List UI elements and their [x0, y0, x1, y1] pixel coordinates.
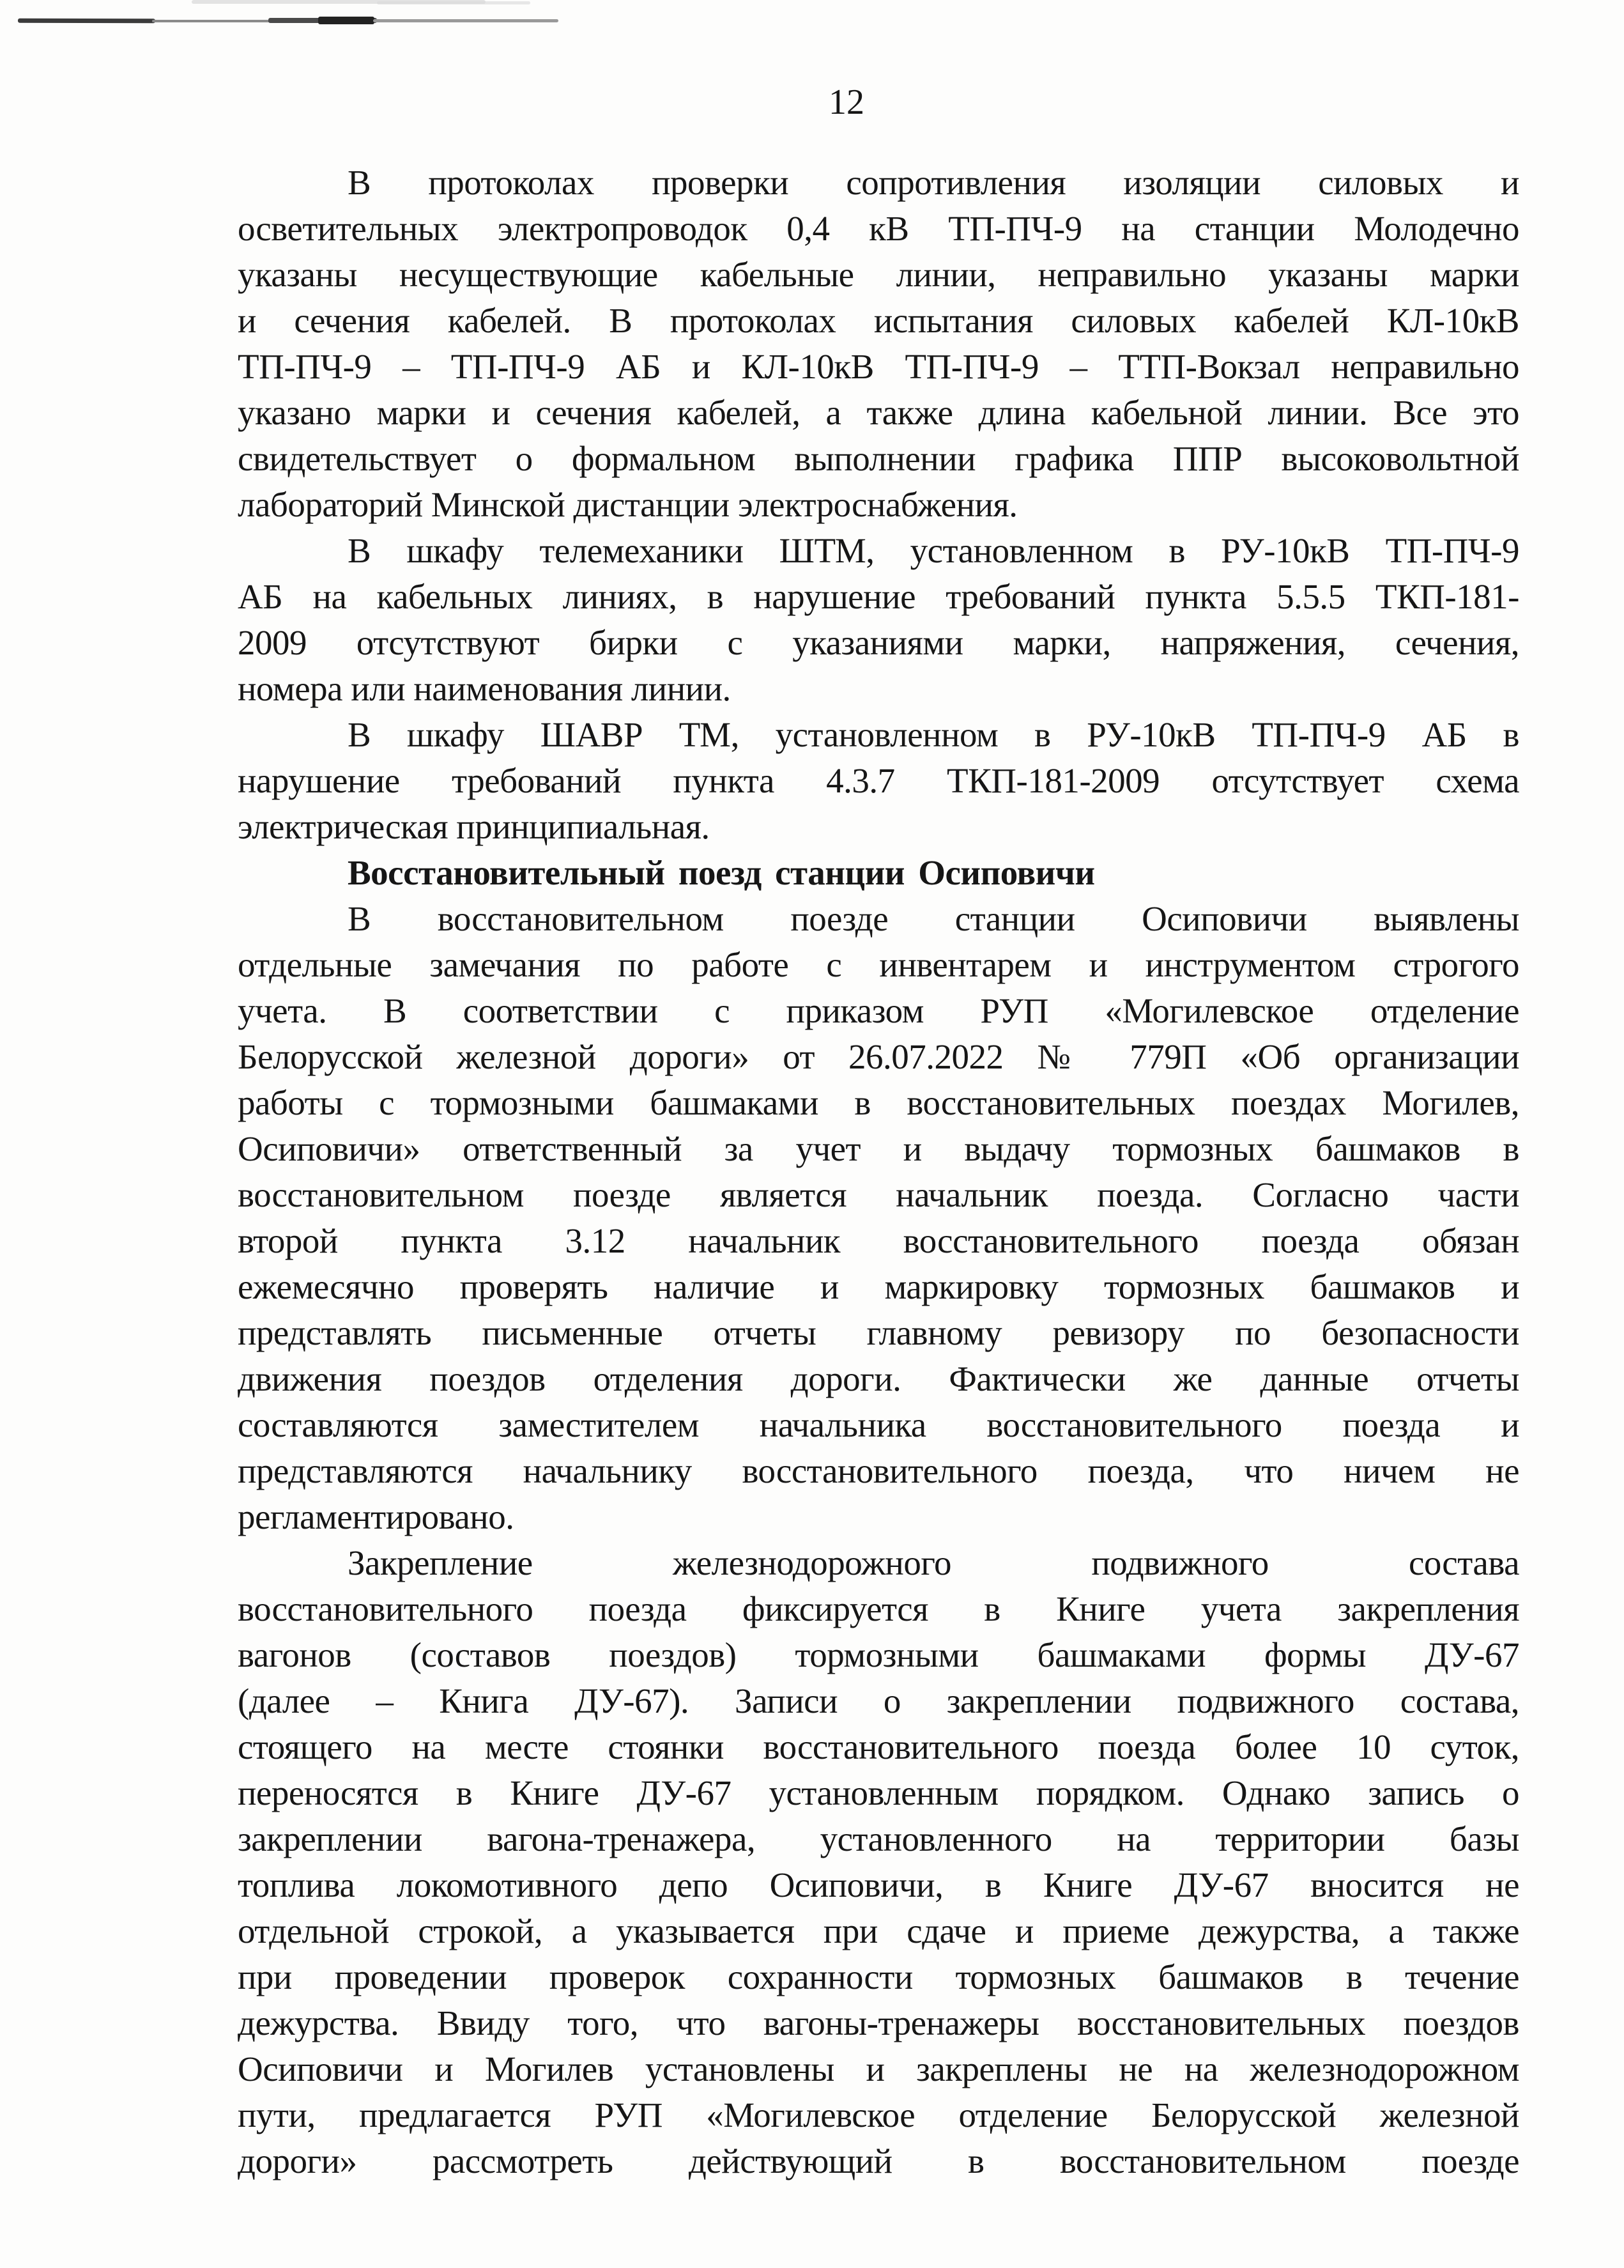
text-line: указано марки и сечения кабелей, а также длина кабельной линии. Все это: [238, 393, 1519, 432]
text-line: В шкафу телемеханики ШТМ, установленном в РУ-10кВ ТП-ПЧ-9: [348, 531, 1519, 570]
text-line: стоящего на месте стоянки восстановительного поезда более 10 суток,: [238, 1727, 1519, 1766]
text-line: учета. В соответствии с приказом РУП «Могилевское отделение: [238, 991, 1519, 1030]
text-line: вагонов (составов поездов) тормозными башмаками формы ДУ-67: [238, 1635, 1519, 1674]
text-line: Осиповичи и Могилев установлены и закреплены не на железнодорожном: [238, 2049, 1519, 2088]
text-line: представляются начальнику восстановительного поезда, что ничем не: [238, 1451, 1519, 1490]
text-line: электрическая принципиальная.: [238, 807, 710, 846]
text-line: и сечения кабелей. В протоколах испытания силовых кабелей КЛ-10кВ: [238, 301, 1519, 340]
page-number: 12: [829, 82, 864, 122]
text-line: ежемесячно проверять наличие и маркировку тормозных башмаков и: [238, 1267, 1519, 1306]
text-line: второй пункта 3.12 начальник восстановительного поезда обязан: [238, 1221, 1519, 1260]
text-line: переносятся в Книге ДУ-67 установленным порядком. Однако запись о: [238, 1773, 1519, 1812]
scan-line-mark: [18, 19, 155, 24]
text-line: регламентировано.: [238, 1497, 514, 1536]
scan-line-mark: [318, 17, 374, 24]
text-line: 2009 отсутствуют бирки с указаниями марки, напряжения, сечения,: [238, 623, 1519, 662]
text-line: Закрепление железнодорожного подвижного состава: [348, 1543, 1519, 1582]
text-line: восстановительном поезде является начальник поезда. Согласно части: [238, 1175, 1519, 1214]
text-line: топлива локомотивного депо Осиповичи, в Книге ДУ-67 вносится не: [238, 1865, 1519, 1904]
text-line: отдельной строкой, а указывается при сдаче и приеме дежурства, а также: [238, 1911, 1519, 1950]
text-line: В восстановительном поезде станции Осиповичи выявлены: [348, 899, 1519, 938]
text-line: осветительных электропроводок 0,4 кВ ТП-ПЧ-9 на станции Молодечно: [238, 209, 1519, 248]
text-line: дороги» рассмотреть действующий в восстановительном поезде: [238, 2141, 1519, 2180]
scan-smudge: [377, 1, 530, 4]
text-line: Белорусской железной дороги» от 26.07.2022 № 779П «Об организации: [238, 1037, 1519, 1076]
text-line: пути, предлагается РУП «Могилевское отделение Белорусской железной: [238, 2095, 1519, 2134]
text-line: Осиповичи» ответственный за учет и выдачу тормозных башмаков в: [238, 1129, 1519, 1168]
text-line: В шкафу ШАВР ТМ, установленном в РУ-10кВ ТП-ПЧ-9 АБ в: [348, 715, 1519, 754]
text-line: ТП-ПЧ-9 – ТП-ПЧ-9 АБ и КЛ-10кВ ТП-ПЧ-9 – ТТП-Вокзал неправильно: [238, 347, 1519, 386]
scan-line-mark: [373, 19, 558, 22]
text-line: закреплении вагона-тренажера, установленного на территории базы: [238, 1819, 1519, 1858]
text-line: указаны несуществующие кабельные линии, неправильно указаны марки: [238, 255, 1519, 294]
text-line: при проведении проверок сохранности тормозных башмаков в течение: [238, 1957, 1519, 1996]
text-line: нарушение требований пункта 4.3.7 ТКП-181-2009 отсутствует схема: [238, 761, 1519, 800]
text-line: представлять письменные отчеты главному ревизору по безопасности: [238, 1313, 1519, 1352]
text-line: лабораторий Минской дистанции электроснабжения.: [238, 485, 1018, 524]
text-line: работы с тормозными башмаками в восстановительных поездах Могилев,: [238, 1083, 1519, 1122]
text-line: (далее – Книга ДУ-67). Записи о закреплении подвижного состава,: [238, 1681, 1519, 1720]
text-line: В протоколах проверки сопротивления изоляции силовых и: [348, 163, 1519, 202]
text-line: отдельные замечания по работе с инвентарем и инструментом строгого: [238, 945, 1519, 984]
text-line: дежурства. Ввиду того, что вагоны-тренажеры восстановительных поездов: [238, 2003, 1519, 2042]
scan-line-mark: [152, 20, 273, 22]
text-line: АБ на кабельных линиях, в нарушение требований пункта 5.5.5 ТКП-181-: [238, 577, 1519, 616]
section-heading: Восстановительный поезд станции Осиповичи: [348, 853, 1095, 892]
document-body: [238, 160, 1519, 2184]
text-line: восстановительного поезда фиксируется в Книге учета закрепления: [238, 1589, 1519, 1628]
text-line: движения поездов отделения дороги. Фактически же данные отчеты: [238, 1359, 1519, 1398]
text-line: составляются заместителем начальника восстановительного поезда и: [238, 1405, 1519, 1444]
text-line: свидетельствует о формальном выполнении графика ППР высоковольтной: [238, 439, 1519, 478]
text-line: номера или наименования линии.: [238, 669, 731, 708]
